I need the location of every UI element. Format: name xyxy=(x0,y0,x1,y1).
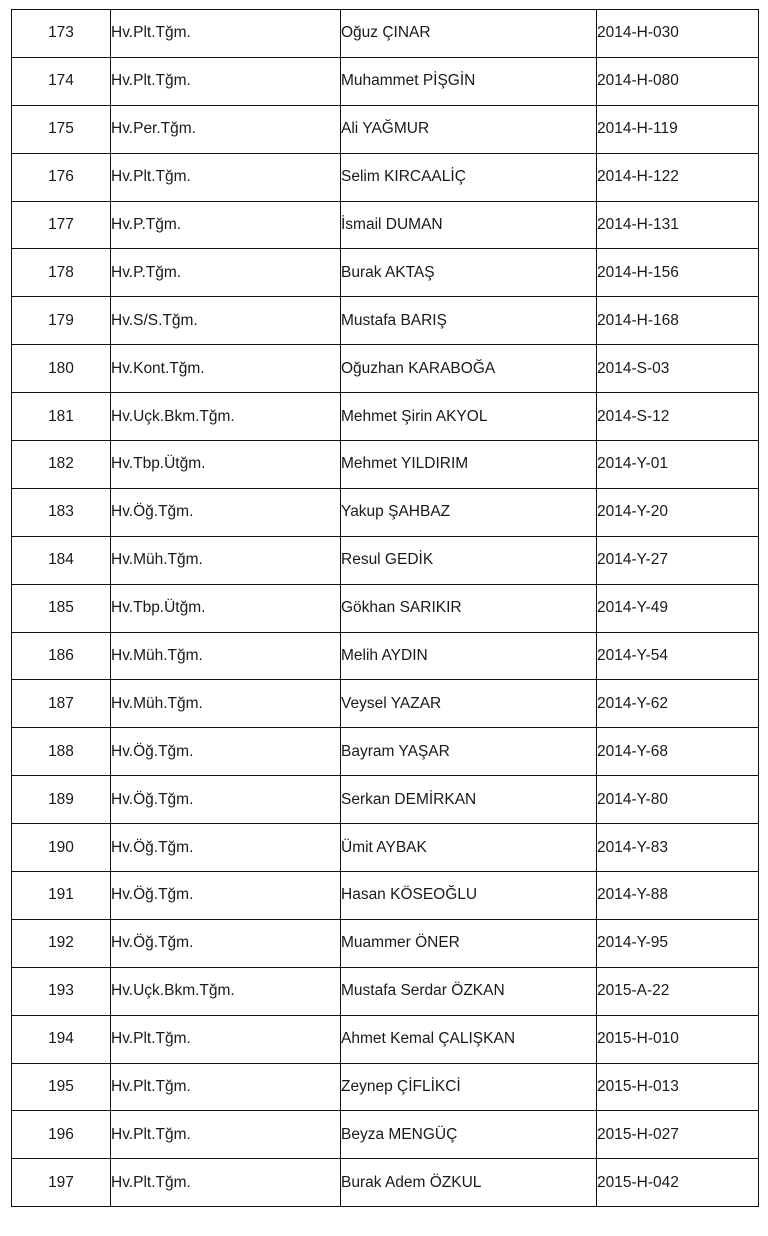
registry-code-cell: 2014-H-156 xyxy=(597,249,759,297)
table-row xyxy=(12,536,759,584)
person-name-cell: Ali YAĞMUR xyxy=(341,105,597,153)
rank-cell: Hv.Müh.Tğm. xyxy=(111,632,341,680)
row-number-cell: 189 xyxy=(12,776,111,824)
row-number-cell: 188 xyxy=(12,728,111,776)
row-number-cell: 184 xyxy=(12,536,111,584)
rank-cell: Hv.Plt.Tğm. xyxy=(111,1159,341,1207)
table-row xyxy=(12,57,759,105)
registry-code-cell: 2014-Y-83 xyxy=(597,824,759,872)
row-number-cell: 173 xyxy=(12,10,111,58)
registry-code-cell: 2014-Y-95 xyxy=(597,919,759,967)
rank-cell: Hv.Per.Tğm. xyxy=(111,105,341,153)
row-number-cell: 179 xyxy=(12,297,111,345)
registry-code-cell: 2014-Y-54 xyxy=(597,632,759,680)
rank-cell: Hv.Müh.Tğm. xyxy=(111,680,341,728)
row-number-cell: 191 xyxy=(12,872,111,920)
person-name-cell: Resul GEDİK xyxy=(341,536,597,584)
registry-code-cell: 2014-Y-01 xyxy=(597,441,759,489)
table-row xyxy=(12,1159,759,1207)
person-name-cell: Muhammet PİŞGİN xyxy=(341,57,597,105)
rank-cell: Hv.Öğ.Tğm. xyxy=(111,488,341,536)
table-row xyxy=(12,441,759,489)
registry-code-cell: 2014-Y-68 xyxy=(597,728,759,776)
table-row xyxy=(12,1111,759,1159)
person-name-cell: Ahmet Kemal ÇALIŞKAN xyxy=(341,1015,597,1063)
rank-cell: Hv.Plt.Tğm. xyxy=(111,57,341,105)
person-name-cell: Burak AKTAŞ xyxy=(341,249,597,297)
row-number-cell: 195 xyxy=(12,1063,111,1111)
person-name-cell: Muammer ÖNER xyxy=(341,919,597,967)
registry-code-cell: 2014-H-131 xyxy=(597,201,759,249)
table-row xyxy=(12,632,759,680)
registry-code-cell: 2014-Y-62 xyxy=(597,680,759,728)
table-row xyxy=(12,201,759,249)
table-row xyxy=(12,872,759,920)
person-name-cell: Mehmet Şirin AKYOL xyxy=(341,393,597,441)
registry-code-cell: 2014-H-168 xyxy=(597,297,759,345)
rank-cell: Hv.Öğ.Tğm. xyxy=(111,728,341,776)
row-number-cell: 194 xyxy=(12,1015,111,1063)
table-row xyxy=(12,967,759,1015)
row-number-cell: 187 xyxy=(12,680,111,728)
rank-cell: Hv.Öğ.Tğm. xyxy=(111,776,341,824)
row-number-cell: 177 xyxy=(12,201,111,249)
row-number-cell: 185 xyxy=(12,584,111,632)
rank-cell: Hv.Plt.Tğm. xyxy=(111,1111,341,1159)
registry-code-cell: 2014-H-119 xyxy=(597,105,759,153)
registry-code-cell: 2014-H-080 xyxy=(597,57,759,105)
person-name-cell: Selim KIRCAALİÇ xyxy=(341,153,597,201)
person-name-cell: Gökhan SARIKIR xyxy=(341,584,597,632)
registry-code-cell: 2015-A-22 xyxy=(597,967,759,1015)
row-number-cell: 178 xyxy=(12,249,111,297)
registry-code-cell: 2014-S-03 xyxy=(597,345,759,393)
document-page xyxy=(11,9,759,1207)
registry-code-cell: 2014-S-12 xyxy=(597,393,759,441)
rank-cell: Hv.Tbp.Ütğm. xyxy=(111,584,341,632)
person-name-cell: Serkan DEMİRKAN xyxy=(341,776,597,824)
row-number-cell: 190 xyxy=(12,824,111,872)
person-name-cell: Yakup ŞAHBAZ xyxy=(341,488,597,536)
table-row xyxy=(12,297,759,345)
registry-code-cell: 2014-H-122 xyxy=(597,153,759,201)
rank-cell: Hv.Plt.Tğm. xyxy=(111,10,341,58)
table-body xyxy=(12,10,759,1207)
row-number-cell: 181 xyxy=(12,393,111,441)
rank-cell: Hv.Kont.Tğm. xyxy=(111,345,341,393)
table-row xyxy=(12,249,759,297)
person-name-cell: Beyza MENGÜÇ xyxy=(341,1111,597,1159)
person-name-cell: Mustafa BARIŞ xyxy=(341,297,597,345)
registry-code-cell: 2015-H-010 xyxy=(597,1015,759,1063)
registry-code-cell: 2014-Y-88 xyxy=(597,872,759,920)
row-number-cell: 180 xyxy=(12,345,111,393)
table-row xyxy=(12,345,759,393)
row-number-cell: 176 xyxy=(12,153,111,201)
rank-cell: Hv.Plt.Tğm. xyxy=(111,1015,341,1063)
table-row xyxy=(12,584,759,632)
row-number-cell: 186 xyxy=(12,632,111,680)
registry-code-cell: 2015-H-013 xyxy=(597,1063,759,1111)
table-row xyxy=(12,919,759,967)
registry-code-cell: 2014-Y-27 xyxy=(597,536,759,584)
person-name-cell: Oğuzhan KARABOĞA xyxy=(341,345,597,393)
table-row xyxy=(12,776,759,824)
rank-cell: Hv.Uçk.Bkm.Tğm. xyxy=(111,967,341,1015)
table-row xyxy=(12,1063,759,1111)
rank-cell: Hv.Öğ.Tğm. xyxy=(111,824,341,872)
person-name-cell: Mustafa Serdar ÖZKAN xyxy=(341,967,597,1015)
personnel-table xyxy=(11,9,759,1207)
registry-code-cell: 2014-Y-20 xyxy=(597,488,759,536)
row-number-cell: 174 xyxy=(12,57,111,105)
rank-cell: Hv.P.Tğm. xyxy=(111,201,341,249)
rank-cell: Hv.S/S.Tğm. xyxy=(111,297,341,345)
registry-code-cell: 2014-Y-49 xyxy=(597,584,759,632)
person-name-cell: Mehmet YILDIRIM xyxy=(341,441,597,489)
rank-cell: Hv.P.Tğm. xyxy=(111,249,341,297)
table-row xyxy=(12,153,759,201)
table-row xyxy=(12,10,759,58)
row-number-cell: 182 xyxy=(12,441,111,489)
row-number-cell: 183 xyxy=(12,488,111,536)
registry-code-cell: 2014-Y-80 xyxy=(597,776,759,824)
person-name-cell: Oğuz ÇINAR xyxy=(341,10,597,58)
rank-cell: Hv.Uçk.Bkm.Tğm. xyxy=(111,393,341,441)
person-name-cell: Melih AYDIN xyxy=(341,632,597,680)
rank-cell: Hv.Müh.Tğm. xyxy=(111,536,341,584)
person-name-cell: Burak Adem ÖZKUL xyxy=(341,1159,597,1207)
rank-cell: Hv.Tbp.Ütğm. xyxy=(111,441,341,489)
registry-code-cell: 2015-H-027 xyxy=(597,1111,759,1159)
person-name-cell: Zeynep ÇİFLİKCİ xyxy=(341,1063,597,1111)
row-number-cell: 175 xyxy=(12,105,111,153)
table-row xyxy=(12,680,759,728)
table-row xyxy=(12,105,759,153)
person-name-cell: Bayram YAŞAR xyxy=(341,728,597,776)
registry-code-cell: 2014-H-030 xyxy=(597,10,759,58)
table-row xyxy=(12,728,759,776)
row-number-cell: 192 xyxy=(12,919,111,967)
rank-cell: Hv.Plt.Tğm. xyxy=(111,1063,341,1111)
rank-cell: Hv.Öğ.Tğm. xyxy=(111,919,341,967)
table-row xyxy=(12,824,759,872)
table-row xyxy=(12,393,759,441)
rank-cell: Hv.Öğ.Tğm. xyxy=(111,872,341,920)
table-row xyxy=(12,1015,759,1063)
row-number-cell: 193 xyxy=(12,967,111,1015)
person-name-cell: Hasan KÖSEOĞLU xyxy=(341,872,597,920)
row-number-cell: 196 xyxy=(12,1111,111,1159)
registry-code-cell: 2015-H-042 xyxy=(597,1159,759,1207)
table-row xyxy=(12,488,759,536)
rank-cell: Hv.Plt.Tğm. xyxy=(111,153,341,201)
row-number-cell: 197 xyxy=(12,1159,111,1207)
person-name-cell: Veysel YAZAR xyxy=(341,680,597,728)
person-name-cell: Ümit AYBAK xyxy=(341,824,597,872)
person-name-cell: İsmail DUMAN xyxy=(341,201,597,249)
